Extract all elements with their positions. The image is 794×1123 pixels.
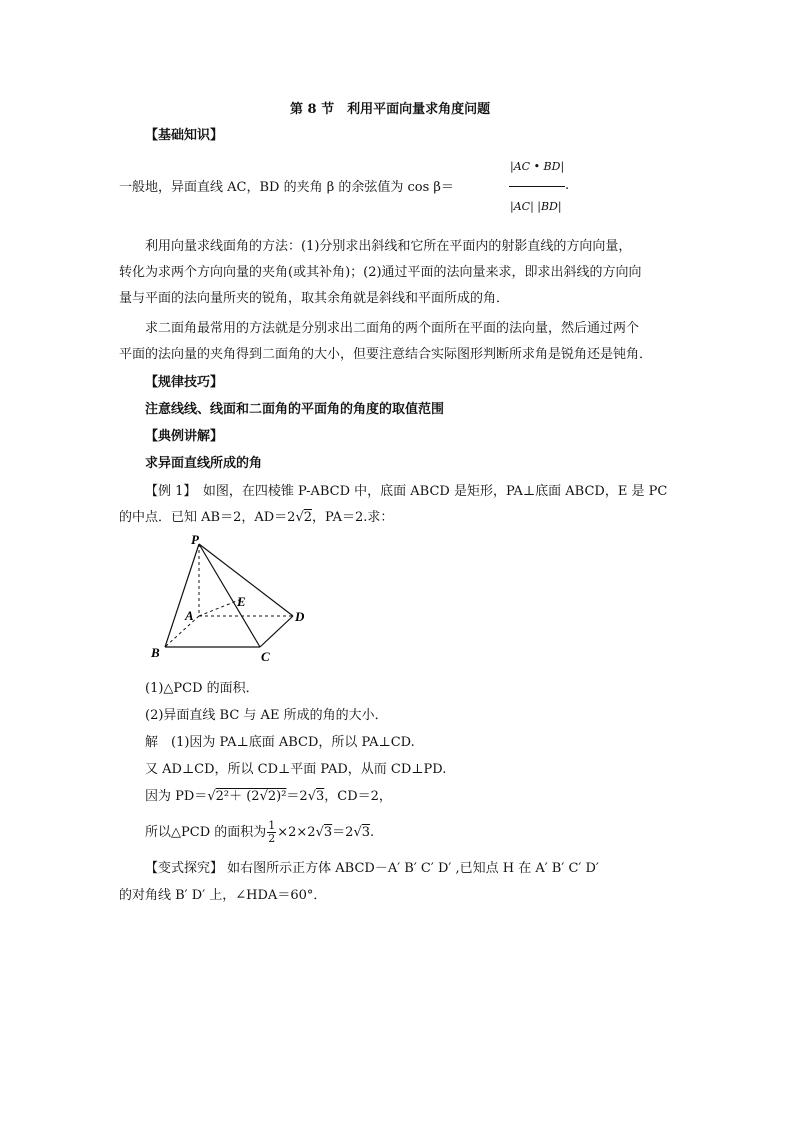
solution-line3-a: 因为 PD＝ bbox=[145, 789, 208, 804]
sqrt-sign: √ bbox=[315, 825, 324, 840]
label-D: D bbox=[295, 609, 305, 624]
pyramid-figure bbox=[145, 532, 320, 667]
solution-line4-a: 所以△PCD 的面积为 bbox=[145, 825, 267, 840]
solution-line4-radicand2: 3 bbox=[361, 825, 371, 840]
para1-line1: 利用向量求线面角的方法：(1)分别求出斜线和它所在平面内的射影直线的方向向量， bbox=[145, 239, 632, 254]
example-heading: 求异面直线所成的角 bbox=[145, 456, 263, 471]
solution-line3-b: ＝2 bbox=[286, 789, 308, 804]
solution-line3 bbox=[145, 785, 392, 804]
label-P: P bbox=[191, 532, 199, 547]
edge-AE bbox=[199, 600, 239, 616]
sqrt-sign: √ bbox=[307, 789, 316, 804]
label-B: B bbox=[151, 645, 160, 660]
sqrt-sign: √ bbox=[353, 825, 362, 840]
edge-CD bbox=[260, 616, 293, 647]
example1-line2 bbox=[119, 506, 393, 525]
edge-PD bbox=[199, 544, 293, 616]
solution-line4 bbox=[145, 820, 374, 845]
fraction-denominator: 2 bbox=[268, 832, 276, 845]
example1-line1: 【例 1】 如图，在四棱锥 P-ABCD 中，底面 ABCD 是矩形，PA⊥底面 ABCD，E 是 PC bbox=[145, 484, 668, 499]
sqrt-sign: √ bbox=[207, 789, 216, 804]
solution-line3-radicand: 2²＋ (2√2)² bbox=[215, 789, 287, 804]
solution-line3-radicand2: 3 bbox=[315, 789, 325, 804]
solution-line4-c: ＝2 bbox=[332, 825, 354, 840]
tips-text: 注意线线、线面和二面角的平面角的角度的取值范围 bbox=[145, 402, 445, 417]
variant-line2: 的对角线 B′ D′ 上，∠HDA＝60°． bbox=[119, 888, 327, 903]
solution-line1: 解 (1)因为 PA⊥底面 ABCD，所以 PA⊥CD. bbox=[145, 735, 415, 750]
example1-line2-b: ，PA＝2.求： bbox=[312, 510, 394, 525]
solution-line2: 又 AD⊥CD，所以 CD⊥平面 PAD，从而 CD⊥PD. bbox=[145, 762, 447, 777]
example1-line2-radicand: 2 bbox=[303, 510, 313, 525]
label-E: E bbox=[237, 594, 246, 609]
edge-PB bbox=[165, 544, 199, 647]
para2-line2: 平面的法向量的夹角得到二面角的大小，但要注意结合实际图形判断所求角是锐角还是钝角． bbox=[119, 347, 653, 362]
solution-line4-d: . bbox=[370, 825, 375, 840]
variant-line1: 【变式探究】 如右图所示正方体 ABCD－A′ B′ C′ D′ ,已知点 H 在 A′ B′ C′ D′ bbox=[145, 861, 599, 876]
edge-PC bbox=[199, 544, 260, 647]
sqrt-sign: √ bbox=[295, 510, 304, 525]
para1-line2: 转化为求两个方向向量的夹角(或其补角)；(2)通过平面的法向量来求，即求出斜线的方向向 bbox=[119, 265, 642, 280]
label-A: A bbox=[185, 608, 194, 623]
section-basic-knowledge: 【基础知识】 bbox=[145, 128, 224, 143]
cos-formula-denominator: |AC| |BD| bbox=[510, 200, 562, 213]
cos-formula-intro: 一般地，异面直线 AC，BD 的夹角 β 的余弦值为 cos β＝ bbox=[119, 180, 454, 195]
solution-line4-radicand: 3 bbox=[323, 825, 333, 840]
solution-line4-b: ×2×2 bbox=[277, 825, 316, 840]
example1-line2-a: 的中点．已知 AB＝2，AD＝2 bbox=[119, 510, 296, 525]
para1-line3: 量与平面的法向量所夹的锐角，取其余角就是斜线和平面所成的角． bbox=[119, 291, 510, 306]
section-tips: 【规律技巧】 bbox=[145, 375, 224, 390]
fraction-numerator: 1 bbox=[268, 819, 276, 832]
question-2: (2)异面直线 BC 与 AE 所成的角的大小． bbox=[145, 708, 388, 723]
question-1: (1)△PCD 的面积． bbox=[145, 681, 259, 696]
one-half-fraction bbox=[267, 820, 276, 845]
cos-formula-numerator: |AC • BD| bbox=[510, 160, 565, 173]
para2-line1: 求二面角最常用的方法就是分别求出二面角的两个面所在平面的法向量，然后通过两个 bbox=[145, 321, 640, 336]
fraction-bar bbox=[509, 186, 565, 187]
section-examples: 【典例讲解】 bbox=[145, 429, 224, 444]
label-C: C bbox=[261, 649, 270, 664]
page-title: 第 8 节 利用平面向量求角度问题 bbox=[290, 102, 491, 117]
cos-formula-period: . bbox=[565, 178, 570, 193]
solution-line3-c: ，CD＝2， bbox=[324, 789, 392, 804]
